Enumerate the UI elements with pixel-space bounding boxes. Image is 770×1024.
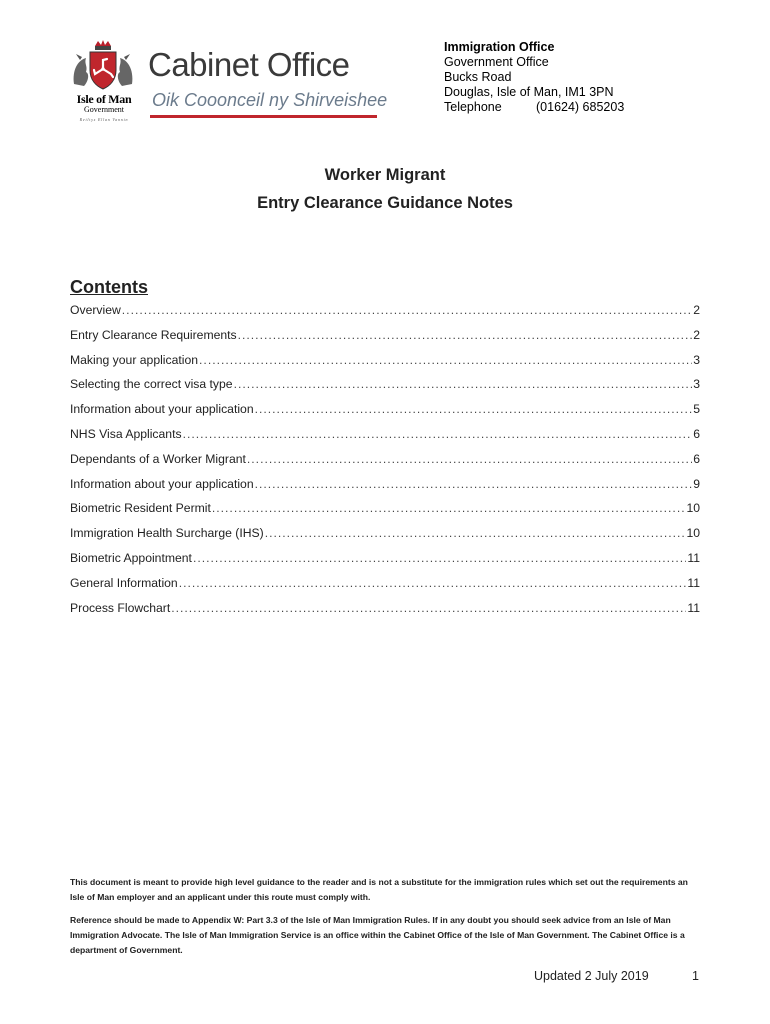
toc-leader — [193, 551, 686, 565]
toc-leader — [247, 452, 692, 466]
toc-page: 10 — [686, 526, 700, 541]
page-number: 1 — [692, 969, 699, 983]
toc-entry[interactable] — [70, 452, 700, 477]
toc-entry[interactable] — [70, 402, 700, 427]
document-title: Worker Migrant — [324, 166, 446, 184]
toc-entry[interactable] — [70, 601, 700, 626]
crest-caption — [72, 92, 136, 122]
toc-entry[interactable] — [70, 377, 700, 402]
toc-page: 3 — [693, 352, 700, 367]
toc-label: Biometric Appointment — [70, 550, 192, 565]
toc-leader — [171, 601, 686, 615]
address-line: Government Office — [444, 55, 549, 69]
toc-leader — [199, 353, 692, 367]
toc-entry[interactable] — [70, 477, 700, 502]
toc-label: General Information — [70, 575, 178, 590]
toc-leader — [265, 526, 686, 540]
reference-note: Reference should be made to Appendix W: Part 3.3 of the Isle of Man Immigration Rules. If in any doubt you should seek advice from an Isle of Man Immigration Advocate. The Isle of Man Immigration Service is an office within the Cabinet Office of the Isle of Man Government. The Cabinet Office is a department of Government. — [70, 915, 685, 955]
toc-label: Process Flowchart — [70, 600, 171, 615]
toc-label: Information about your application — [70, 476, 254, 491]
toc-leader — [255, 402, 693, 416]
crest-motto: Reiltys Ellan Vannin — [79, 117, 129, 122]
toc-entry[interactable] — [70, 427, 700, 452]
toc-label: NHS Visa Applicants — [70, 426, 182, 441]
toc-entry[interactable] — [70, 526, 700, 551]
cabinet-office-logo — [70, 40, 388, 128]
toc-leader — [179, 576, 687, 590]
table-of-contents — [70, 303, 700, 625]
toc-label: Biometric Resident Permit — [70, 501, 211, 516]
brand-title: Cabinet Office — [148, 46, 350, 83]
toc-page: 3 — [693, 377, 700, 392]
toc-page: 11 — [687, 600, 700, 615]
toc-leader — [122, 303, 692, 317]
telephone-line — [444, 100, 624, 115]
address-title: Immigration Office — [444, 40, 555, 54]
toc-leader — [183, 427, 693, 441]
toc-label: Entry Clearance Requirements — [70, 327, 237, 342]
toc-page: 6 — [693, 451, 700, 466]
toc-entry[interactable] — [70, 328, 700, 353]
brand-subtitle: Oik Cooonceil ny Shirveishee — [152, 90, 388, 110]
toc-leader — [255, 477, 693, 491]
toc-leader — [234, 377, 693, 391]
toc-entry[interactable] — [70, 551, 700, 576]
toc-label: Overview — [70, 303, 121, 317]
crest-name: Isle of Man — [76, 92, 132, 106]
toc-entry[interactable] — [70, 303, 700, 328]
updated-date: Updated 2 July 2019 — [534, 969, 649, 983]
toc-entry[interactable] — [70, 501, 700, 526]
toc-leader — [212, 501, 686, 515]
toc-page: 2 — [693, 303, 700, 317]
brand-divider — [150, 115, 377, 118]
toc-entry[interactable] — [70, 576, 700, 601]
contents-heading: Contents — [70, 277, 148, 297]
telephone-label: Telephone — [444, 100, 502, 114]
toc-label: Dependants of a Worker Migrant — [70, 451, 246, 466]
toc-label: Information about your application — [70, 402, 254, 417]
toc-page: 11 — [687, 575, 700, 590]
toc-entry[interactable] — [70, 353, 700, 378]
toc-page: 9 — [693, 476, 700, 491]
toc-page: 2 — [693, 327, 700, 342]
office-address — [444, 40, 624, 115]
toc-label: Making your application — [70, 352, 199, 367]
document-subtitle: Entry Clearance Guidance Notes — [257, 194, 513, 212]
toc-label: Immigration Health Surcharge (IHS) — [70, 526, 264, 541]
address-line: Bucks Road — [444, 70, 512, 84]
toc-page: 5 — [693, 402, 700, 417]
toc-leader — [238, 328, 693, 342]
crest-government: Government — [84, 105, 124, 114]
toc-page: 11 — [687, 550, 700, 565]
toc-page: 6 — [693, 426, 700, 441]
toc-label: Selecting the correct visa type — [70, 377, 233, 392]
toc-page: 10 — [686, 501, 700, 516]
address-line: Douglas, Isle of Man, IM1 3PN — [444, 85, 614, 99]
disclaimer-note: This document is meant to provide high level guidance to the reader and is not a substitute for the immigration rules which set out the requirements an Isle of Man employer and an applicant under this route must comply with. — [70, 877, 688, 902]
telephone-number: (01624) 685203 — [536, 100, 625, 114]
